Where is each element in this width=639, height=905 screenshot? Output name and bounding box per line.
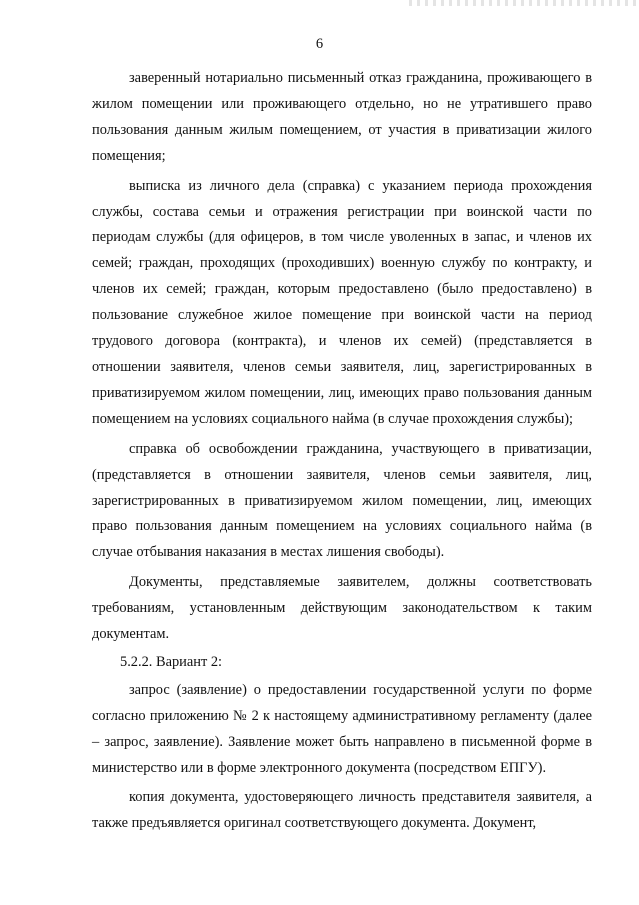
paragraph-identity-copy: копия документа, удостоверяющего личность представителя заявителя, а также предъявляется оригинал соответствующего документа. Документ, <box>92 789 592 832</box>
scan-artifact <box>409 0 639 6</box>
paragraph-request-application: запрос (заявление) о предоставлении государственной услуги по форме согласно приложению № 2 к настоящему административному регламенту (далее – запрос, заявление). Заявление может быть направлено в письменной форме в министерство или в форме электронного документа (посредством ЕПГУ). <box>92 681 592 776</box>
document-body <box>92 66 592 837</box>
page-number: 6 <box>315 36 324 52</box>
paragraph-documents-requirements: Документы, представляемые заявителем, должны соответствовать требованиям, установленным действующим законодательством к таким документам. <box>92 574 592 643</box>
section-heading-variant-2: 5.2.2. Вариант 2: <box>120 653 223 670</box>
paragraph-release-certificate: справка об освобождении гражданина, участвующего в приватизации, (представляется в отношении заявителя, членов семьи заявителя, лиц, зарегистрированных в приватизируемом жилом помещении, лиц, имеющих право пользования данным помещением на условиях социального найма (в случае отбывания наказания в местах лишения свободы). <box>92 440 592 561</box>
paragraph-service-extract: выписка из личного дела (справка) с указанием периода прохождения службы, состава семьи и отражения регистрации при воинской части по периодам службы (для офицеров, в том числе уволенных в запас, и членов их семей; граждан, проходящих (проходивших) военную службу по контракту, и членов их семей; граждан, которым предоставлено (было предоставлено) в пользование служебное жилое помещение при воинской части на период трудового договора (контракта), и членов их семей) (представляется в отношении заявителя, членов семьи заявителя, лиц, зарегистрированных в приватизируемом жилом помещении, лиц, имеющих право пользования данным помещением на условиях социального найма (в случае прохождения службы); <box>92 177 592 427</box>
paragraph-notarial-refusal: заверенный нотариально письменный отказ гражданина, проживающего в жилом помещении или проживающего отдельно, но не утратившего право пользования данным жилым помещением, от участия в приватизации жилого помещения; <box>92 70 592 164</box>
